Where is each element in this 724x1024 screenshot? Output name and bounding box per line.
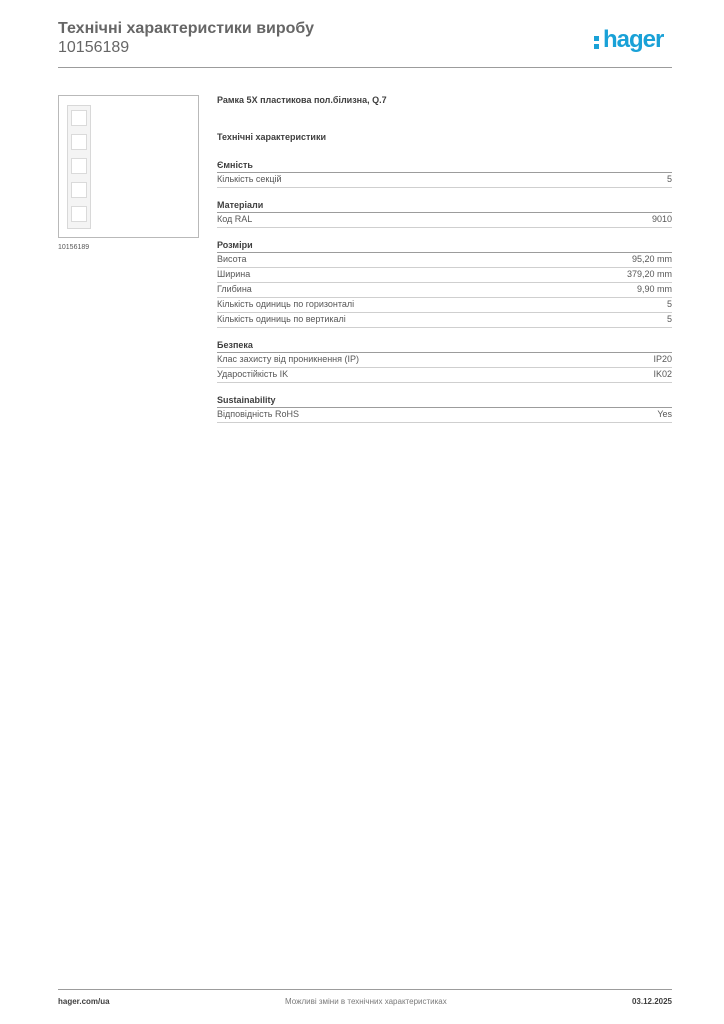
spec-row: [217, 283, 672, 298]
footer-divider: [58, 989, 672, 990]
specs-heading: Технічні характеристики: [217, 132, 326, 142]
product-image: [58, 95, 199, 238]
spec-row: [217, 408, 672, 423]
spec-value: IP20: [653, 354, 672, 364]
footer-date: 03.12.2025: [631, 997, 672, 1006]
spec-section: [217, 238, 672, 328]
spec-value: 95,20 mm: [631, 254, 672, 264]
spec-label: Клас захисту від проникнення (IP): [217, 354, 360, 364]
footer-notice: Можливі зміни в технічних характеристиках: [285, 997, 447, 1006]
frame-illustration: [67, 105, 91, 229]
spec-section: [217, 158, 672, 188]
spec-value: Yes: [657, 409, 672, 419]
spec-row: [217, 173, 672, 188]
spec-value: IK02: [653, 369, 672, 379]
spec-section: [217, 393, 672, 423]
frame-cell: [71, 134, 87, 150]
spec-label: Кількість одиниць по вертикалі: [217, 314, 346, 324]
spec-section: [217, 198, 672, 228]
section-title: Розміри: [217, 238, 672, 253]
spec-row: [217, 368, 672, 383]
spec-label: Код RAL: [217, 214, 253, 224]
spec-label: Глибина: [217, 284, 252, 294]
logo-text: hager: [603, 26, 664, 53]
spec-label: Ударостійкість IK: [217, 369, 289, 379]
specifications: [217, 92, 672, 433]
spec-row: [217, 353, 672, 368]
product-code: 10156189: [58, 39, 130, 56]
spec-row: [217, 213, 672, 228]
spec-value: 5: [666, 314, 672, 324]
hager-logo: [594, 27, 663, 57]
spec-value: 5: [666, 174, 672, 184]
spec-label: Висота: [217, 254, 247, 264]
spec-label: Відповідність RoHS: [217, 409, 299, 419]
spec-value: 9010: [651, 214, 672, 224]
section-title: Матеріали: [217, 198, 672, 213]
frame-cell: [71, 158, 87, 174]
spec-label: Ширина: [217, 269, 251, 279]
spec-value: 5: [666, 299, 672, 309]
spec-sections: [217, 158, 672, 423]
spec-section: [217, 338, 672, 383]
spec-row: [217, 313, 672, 328]
frame-cell: [71, 182, 87, 198]
spec-row: [217, 253, 672, 268]
product-name: Рамка 5X пластикова пол.білизна, Q.7: [217, 95, 387, 105]
spec-label: Кількість одиниць по горизонталі: [217, 299, 355, 309]
section-title: Sustainability: [217, 393, 672, 408]
spec-row: [217, 298, 672, 313]
logo-mark-icon: [594, 27, 602, 51]
spec-row: [217, 268, 672, 283]
image-caption: 10156189: [58, 244, 90, 251]
frame-cell: [71, 110, 87, 126]
page-title: Технічні характеристики виробу: [58, 20, 314, 37]
spec-label: Кількість секцій: [217, 174, 282, 184]
header-divider: [58, 67, 672, 68]
frame-cell: [71, 206, 87, 222]
section-title: Ємність: [217, 158, 672, 173]
spec-value: 379,20 mm: [626, 269, 672, 279]
section-title: Безпека: [217, 338, 672, 353]
footer-website: hager.com/ua: [58, 997, 110, 1006]
spec-value: 9,90 mm: [636, 284, 672, 294]
